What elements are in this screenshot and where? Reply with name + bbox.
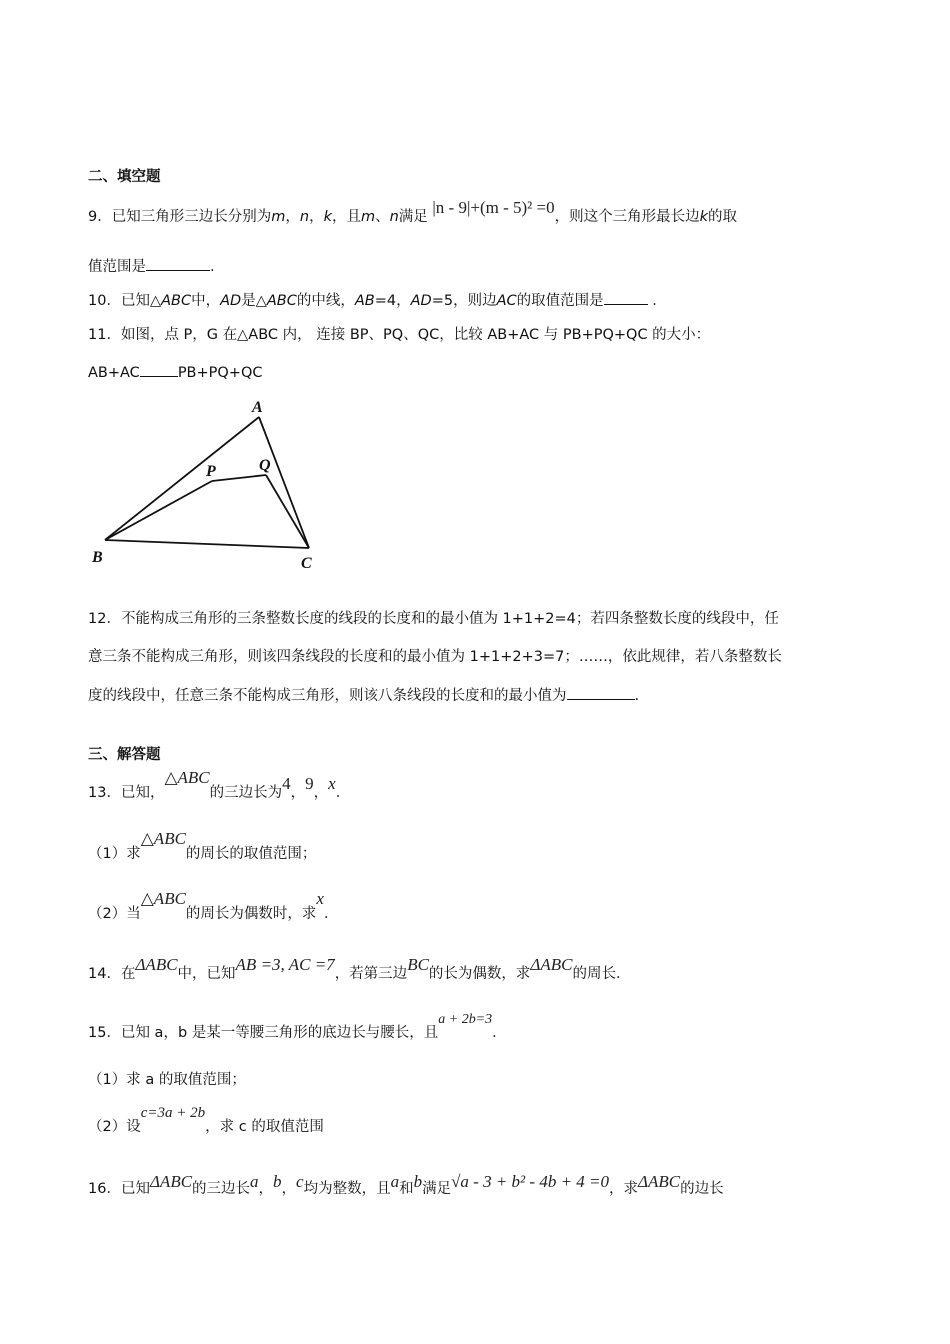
question-13-part-1: （1）求△ABC的周长的取值范围； [88,829,317,862]
vertex-label-a: A [252,399,263,416]
question-11-line-2: AB+AC PB+PQ+QC [88,362,263,383]
answer-blank[interactable] [140,362,178,377]
question-12-line-3: 度的线段中，任意三条不能构成三角形，则该八条线段的长度和的最小值为 . [88,685,639,706]
point-label-p: P [206,463,216,480]
segment-bp [105,481,212,540]
section-heading-answer: 三、解答题 [88,747,161,763]
question-10: 10．已知△ABC中，AD是△ABC的中线，AB=4，AD=5，则边AC的取值范围是 ． [88,290,667,311]
question-11-line-1: 11．如图，点 P，G 在△ABC 内， 连接 BP、PQ、QC，比较 AB+AC 与 PB+PQ+QC 的大小： [88,327,711,343]
q10-number: 10． [88,293,121,309]
question-12-line-2: 意三条不能构成三角形，则该四条线段的长度和的最小值为 1+1+2+3=7；……，依此规律，若八条整数长 [88,649,782,665]
section-heading-fill: 二、填空题 [88,169,161,185]
question-9-line-1: 9．已知三角形三边长分别为m，n，k，且m、n满足 |n - 9|+(m - 5)² =0，则这个三角形最长边k的取 [88,198,738,225]
question-15-part-1: （1）求 a 的取值范围； [88,1072,246,1088]
question-14: 14．在ΔABC中，已知AB =3, AC =7，若第三边BC的长为偶数，求ΔABC的周长． [88,955,631,982]
question-13-part-2: （2）当△ABC的周长为偶数时，求x． [88,889,339,922]
q9-number: 9． [88,209,112,225]
vertex-label-c: C [301,555,312,572]
segment-pq [212,475,266,481]
segment-qc [266,475,309,548]
question-12-line-1: 12．不能构成三角形的三条整数长度的线段的长度和的最小值为 1+1+2=4；若四条整数长度的线段中，任 [88,611,779,627]
segment-ac [259,417,309,548]
answer-blank[interactable] [146,256,210,271]
segment-bc [105,540,309,548]
triangle-figure [85,395,325,575]
point-label-q: Q [259,457,271,474]
question-15-part-2: （2）设c=3a + 2b，求 c 的取值范围 [88,1105,324,1135]
q9-formula: |n - 9|+(m - 5)² =0 [432,198,555,217]
question-9-line-2: 值范围是 . [88,256,215,277]
question-13: 13．已知，△ABC的三边长为4，9，x． [88,768,351,801]
answer-blank[interactable] [604,290,648,305]
question-16: 16．已知ΔABC的三边长a，b，c均为整数，且a和b满足√a - 3 + b² - 4b + 4 =0，求ΔABC的边长 [88,1172,724,1197]
question-15: 15．已知 a，b 是某一等腰三角形的底边长与腰长，且a + 2b=3． [88,1012,507,1041]
vertex-label-b: B [92,549,103,566]
answer-blank[interactable] [567,685,635,700]
